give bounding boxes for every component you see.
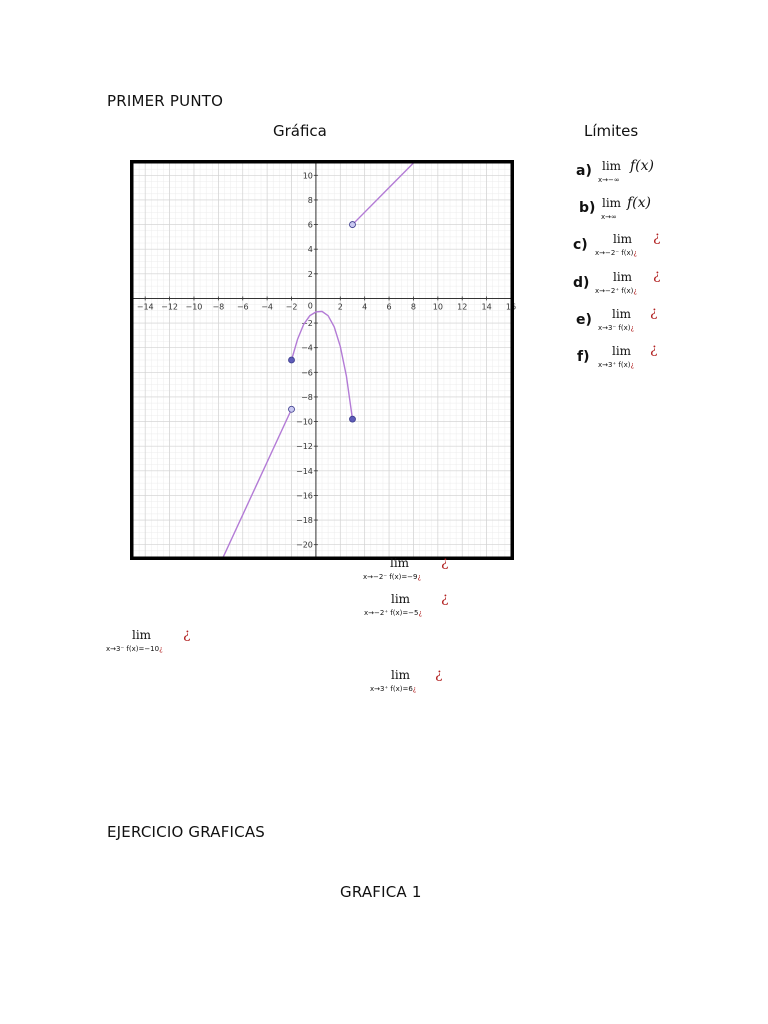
x-tick-label: 8: [410, 302, 416, 312]
question-mark: ¿: [441, 554, 449, 570]
function-expression: f(x): [630, 158, 655, 174]
limit-item-d: [573, 269, 683, 299]
open-endpoint: [349, 222, 355, 228]
x-tick-label: 6: [386, 302, 392, 312]
answer-subscript: x→3⁺ f(x)=6¿: [370, 685, 417, 693]
section-title-ejercicio-graficas: EJERCICIO GRAFICAS: [107, 823, 266, 841]
y-tick-label: −6: [301, 368, 313, 378]
lim-subscript: x→−∞: [598, 176, 620, 184]
lim-subscript: x→∞: [601, 213, 617, 221]
lim-subscript: x→3⁻ f(x)¿: [598, 324, 635, 332]
limit-item-f: [577, 343, 687, 373]
x-tick-label: −14: [136, 302, 154, 312]
question-mark: ¿: [435, 666, 443, 682]
x-tick-label: −10: [185, 302, 203, 312]
lim-word: lim: [613, 270, 633, 284]
lim-word: lim: [390, 556, 410, 570]
x-tick-label: 16: [505, 302, 517, 312]
y-tick-label: 8: [307, 195, 313, 205]
y-tick-label: −4: [301, 343, 313, 353]
y-tick-label: −18: [296, 516, 313, 526]
y-tick-label: 10: [302, 171, 313, 181]
lim-subscript: x→3⁺ f(x)¿: [598, 361, 635, 369]
lim-word: lim: [391, 592, 411, 606]
limit-label: c): [573, 237, 588, 253]
y-tick-label: 2: [307, 269, 313, 279]
limit-item-b: [579, 195, 689, 225]
y-tick-label: 4: [307, 245, 313, 255]
limit-item-c: [573, 231, 683, 261]
x-tick-label: 12: [457, 302, 468, 312]
lim-word: lim: [602, 196, 622, 210]
question-mark: ¿: [653, 267, 661, 283]
lim-word: lim: [391, 668, 411, 682]
section-title-primer-punto: PRIMER PUNTO: [107, 92, 224, 110]
y-tick-label: −16: [296, 491, 313, 501]
open-endpoint: [289, 406, 295, 412]
limit-label: d): [573, 275, 590, 291]
x-tick-label: 2: [337, 302, 343, 312]
y-tick-label: −8: [301, 392, 313, 402]
column-header-limites: Límites: [584, 122, 639, 140]
question-mark: ¿: [653, 229, 661, 245]
limit-label: b): [579, 200, 596, 216]
answer-subscript: x→−2⁺ f(x)=−5¿: [364, 609, 423, 617]
origin-label: 0: [307, 301, 313, 311]
answer-item: [364, 592, 464, 620]
question-mark: ¿: [441, 590, 449, 606]
limit-item-a: [576, 158, 686, 188]
x-tick-label: −2: [285, 302, 298, 312]
limit-label: a): [576, 163, 592, 179]
answer-subscript: x→3⁻ f(x)=−10¿: [106, 645, 163, 653]
answer-item: [363, 556, 463, 584]
y-tick-label: −14: [296, 466, 313, 476]
limit-label: e): [576, 312, 592, 328]
x-tick-label: −8: [212, 302, 225, 312]
y-tick-label: −2: [301, 319, 313, 329]
lim-word: lim: [132, 628, 152, 642]
y-tick-label: 6: [307, 220, 313, 230]
lim-subscript: x→−2⁻ f(x)¿: [595, 249, 638, 257]
x-tick-label: −4: [261, 302, 274, 312]
x-tick-label: 10: [432, 302, 443, 312]
limit-label: f): [577, 349, 590, 365]
closed-endpoint: [349, 416, 355, 422]
lim-subscript: x→−2⁺ f(x)¿: [595, 287, 638, 295]
lim-word: lim: [612, 307, 632, 321]
answer-item: [370, 668, 470, 696]
x-tick-label: 4: [362, 302, 368, 312]
lim-word: lim: [602, 159, 622, 173]
question-mark: ¿: [183, 626, 191, 642]
grafica-1-title: GRAFICA 1: [340, 883, 422, 901]
question-mark: ¿: [650, 341, 658, 357]
closed-endpoint: [289, 357, 295, 363]
answer-subscript: x→−2⁻ f(x)=−9¿: [363, 573, 422, 581]
question-mark: ¿: [650, 304, 658, 320]
y-tick-label: −10: [296, 417, 313, 427]
function-expression: f(x): [627, 195, 652, 211]
column-header-grafica: Gráfica: [273, 122, 327, 140]
y-tick-label: −20: [296, 540, 313, 550]
y-tick-label: −12: [296, 442, 313, 452]
lim-word: lim: [612, 344, 632, 358]
limit-item-e: [576, 306, 686, 336]
function-graph: [130, 160, 517, 560]
x-tick-label: −12: [161, 302, 179, 312]
x-tick-label: −6: [236, 302, 249, 312]
answer-item: [106, 628, 206, 656]
lim-word: lim: [613, 232, 633, 246]
x-tick-label: 14: [481, 302, 492, 312]
